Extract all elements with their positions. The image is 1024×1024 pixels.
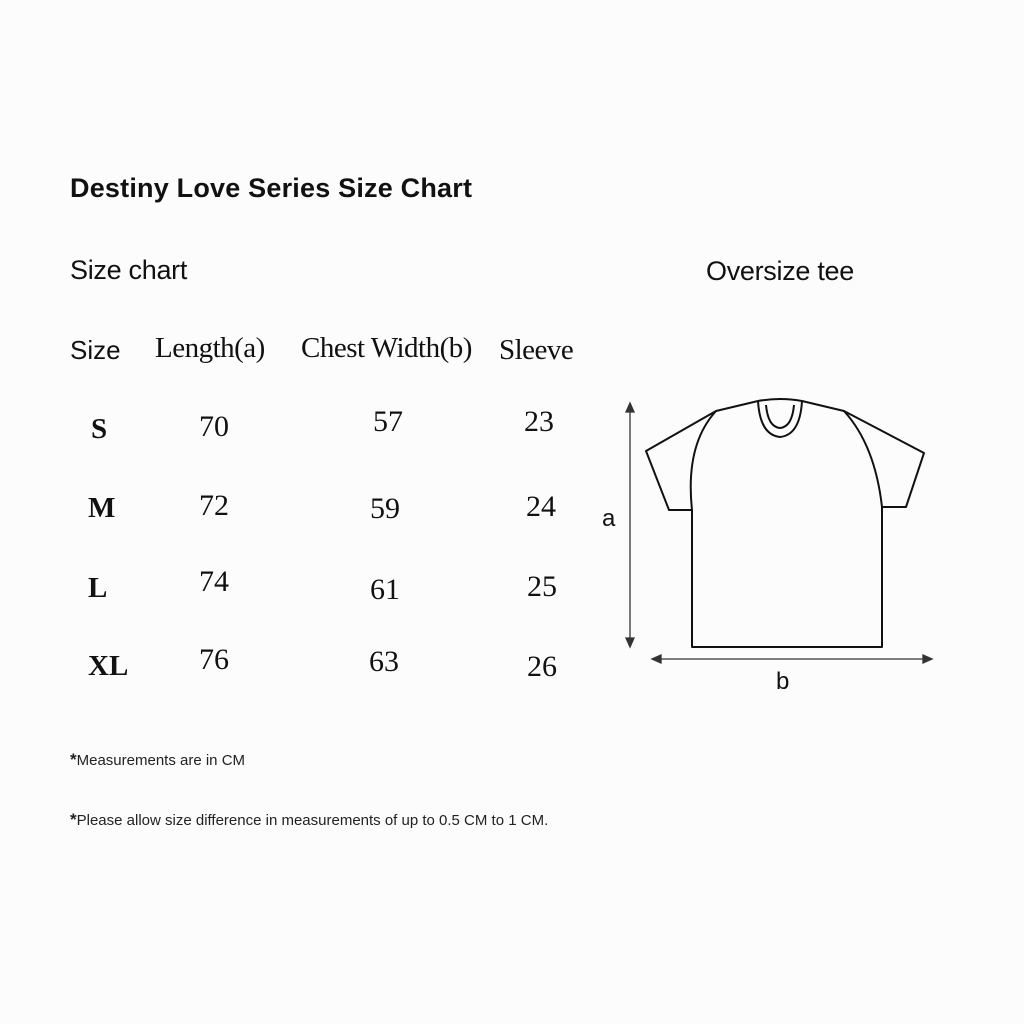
table-cell-length: 72: [199, 489, 229, 522]
tshirt-collar: [758, 401, 802, 437]
table-row-size: L: [88, 572, 108, 604]
table-cell-length: 70: [199, 410, 229, 443]
note-star: *: [70, 810, 77, 829]
table-row-size: S: [91, 413, 108, 445]
page-title: Destiny Love Series Size Chart: [70, 173, 473, 203]
table-cell-sleeve: 26: [527, 650, 557, 683]
table-row-size: XL: [88, 650, 129, 682]
header-size: Size: [70, 335, 121, 365]
note-size-difference: *Please allow size difference in measurements of up to 0.5 CM to 1 CM.: [70, 810, 549, 829]
table-cell-length: 76: [199, 643, 229, 676]
table-cell-sleeve: 25: [527, 570, 557, 603]
header-chest-width: Chest Width(b): [301, 332, 472, 364]
table-cell-chest: 59: [370, 492, 400, 525]
tshirt-sleeve-seam-right: [844, 411, 882, 507]
width-arrow: [652, 655, 932, 663]
table-cell-sleeve: 23: [524, 405, 554, 438]
tshirt-sleeve-seam-left: [691, 411, 716, 510]
note-measurements-unit: *Measurements are in CM: [70, 750, 246, 769]
label-b: b: [776, 668, 790, 695]
table-cell-length: 74: [199, 565, 229, 598]
size-chart-subtitle: Size chart: [70, 255, 188, 285]
table-row-size: M: [88, 492, 116, 524]
diagram-title: Oversize tee: [706, 256, 854, 286]
note-star: *: [70, 750, 77, 769]
table-cell-sleeve: 24: [526, 490, 556, 523]
table-cell-chest: 61: [370, 573, 400, 606]
tshirt-diagram: [590, 395, 940, 675]
label-a: a: [602, 505, 616, 532]
table-cell-chest: 57: [373, 405, 403, 438]
length-arrow: [626, 403, 634, 647]
table-cell-chest: 63: [369, 645, 399, 678]
header-length: Length(a): [155, 332, 265, 364]
header-sleeve: Sleeve: [499, 334, 574, 366]
